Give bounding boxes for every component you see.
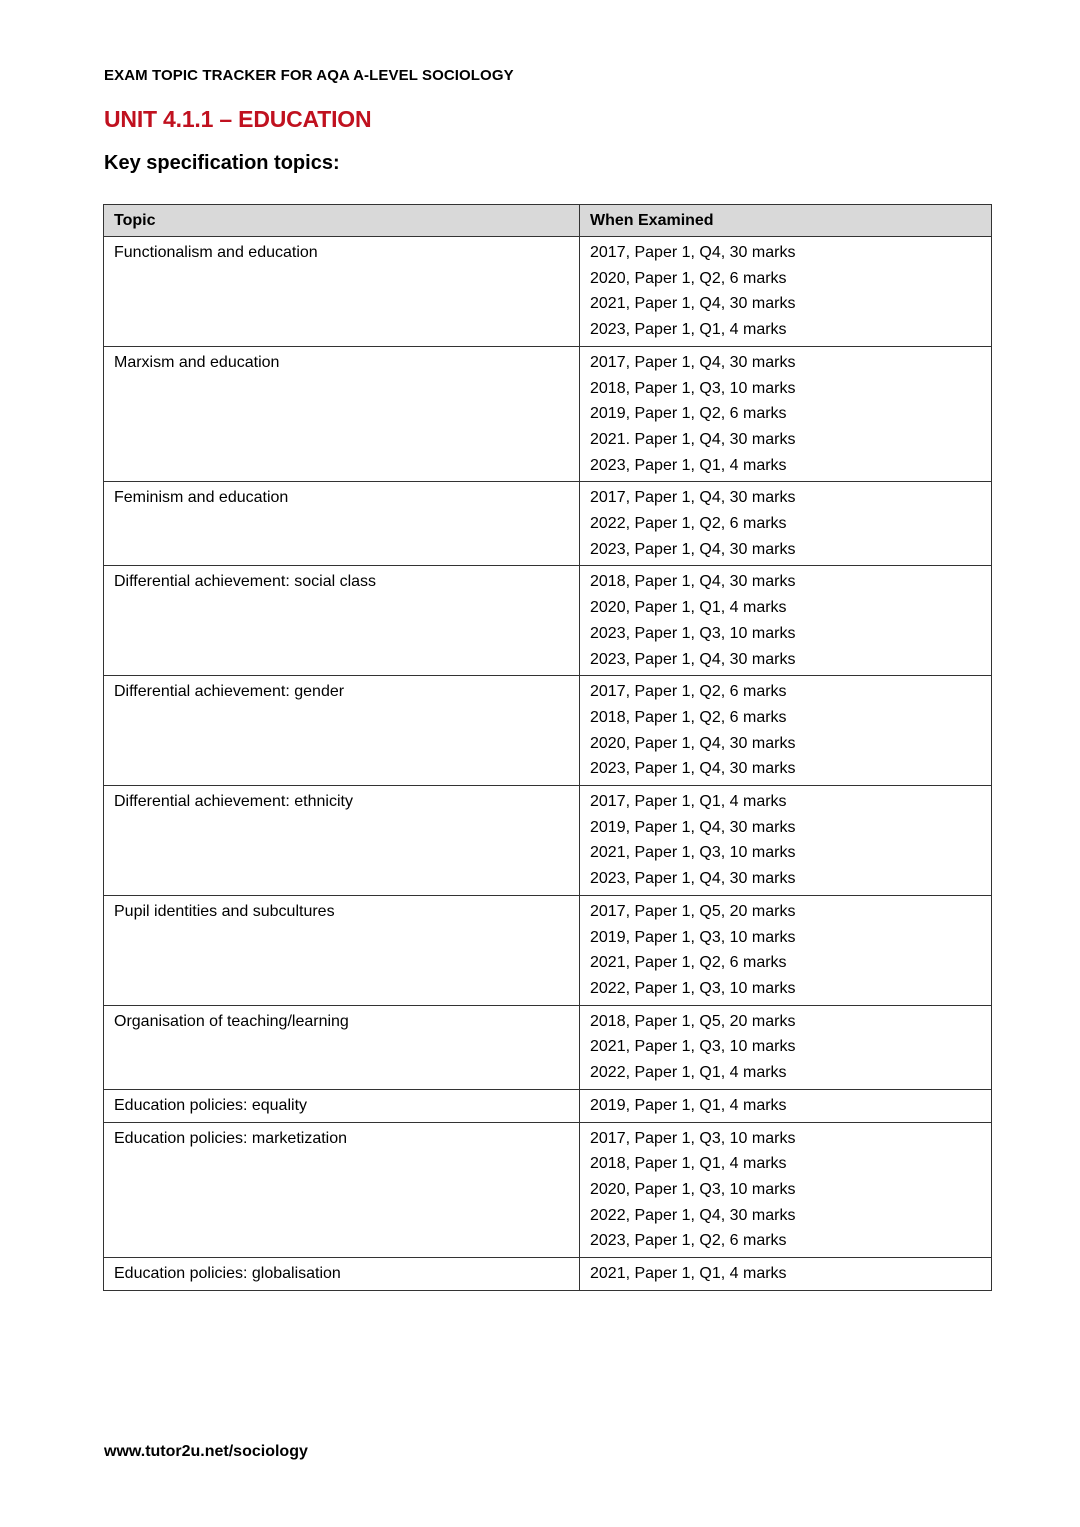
topic-label: Organisation of teaching/learning (114, 1012, 349, 1030)
table-row (104, 786, 992, 896)
topic-cell (104, 1089, 580, 1122)
topic-label: Marxism and education (114, 353, 280, 371)
exam-entry: 2020, Paper 1, Q3, 10 marks (590, 1180, 796, 1198)
topic-label: Education policies: equality (114, 1096, 308, 1114)
exam-entry: 2021, Paper 1, Q3, 10 marks (590, 844, 796, 862)
document-header: EXAM TOPIC TRACKER FOR AQA A-LEVEL SOCIOLOGY (104, 67, 514, 84)
table-row (104, 482, 992, 566)
exam-entry: 2022, Paper 1, Q1, 4 marks (590, 1064, 787, 1082)
exam-entry: 2020, Paper 1, Q1, 4 marks (590, 599, 787, 617)
when-examined-cell (580, 895, 992, 1005)
exam-entry: 2017, Paper 1, Q4, 30 marks (590, 353, 796, 371)
exam-entry: 2021, Paper 1, Q1, 4 marks (590, 1265, 787, 1283)
topic-label: Differential achievement: gender (114, 683, 345, 701)
topic-cell (104, 566, 580, 676)
exam-entry: 2019, Paper 1, Q3, 10 marks (590, 928, 796, 946)
exam-entry: 2017, Paper 1, Q1, 4 marks (590, 793, 787, 811)
topic-cell (104, 676, 580, 786)
exam-entry: 2018, Paper 1, Q1, 4 marks (590, 1155, 787, 1173)
table-row (104, 676, 992, 786)
exam-entry: 2022, Paper 1, Q3, 10 marks (590, 979, 796, 997)
topic-tracker-table (103, 204, 992, 1291)
when-examined-cell (580, 482, 992, 566)
footer-url: www.tutor2u.net/sociology (104, 1443, 308, 1460)
column-header-when-examined: When Examined (580, 205, 992, 237)
exam-entry: 2021. Paper 1, Q4, 30 marks (590, 430, 796, 448)
exam-entry: 2023, Paper 1, Q1, 4 marks (590, 456, 787, 474)
topic-label: Feminism and education (114, 489, 289, 507)
when-examined-cell (580, 237, 992, 347)
topic-label: Differential achievement: social class (114, 573, 377, 591)
exam-entry: 2021, Paper 1, Q2, 6 marks (590, 954, 787, 972)
exam-entry: 2019, Paper 1, Q1, 4 marks (590, 1096, 787, 1114)
table-row (104, 1258, 992, 1291)
table-row (104, 1122, 992, 1258)
exam-entry: 2018, Paper 1, Q5, 20 marks (590, 1012, 796, 1030)
table-row (104, 1089, 992, 1122)
exam-entry: 2018, Paper 1, Q3, 10 marks (590, 379, 796, 397)
when-examined-cell (580, 1258, 992, 1291)
exam-entry: 2023, Paper 1, Q4, 30 marks (590, 540, 796, 558)
topic-cell (104, 786, 580, 896)
when-examined-cell (580, 786, 992, 896)
topic-cell (104, 237, 580, 347)
when-examined-cell (580, 1005, 992, 1089)
table-row (104, 566, 992, 676)
exam-entry: 2017, Paper 1, Q4, 30 marks (590, 489, 796, 507)
exam-entry: 2020, Paper 1, Q2, 6 marks (590, 269, 787, 287)
topic-cell (104, 482, 580, 566)
exam-entry: 2023, Paper 1, Q4, 30 marks (590, 760, 796, 778)
exam-entry: 2017, Paper 1, Q4, 30 marks (590, 244, 796, 261)
section-subheading: Key specification topics: (104, 152, 340, 174)
topic-label: Differential achievement: ethnicity (114, 793, 353, 811)
exam-entry: 2022, Paper 1, Q4, 30 marks (590, 1206, 796, 1224)
exam-entry: 2021, Paper 1, Q4, 30 marks (590, 295, 796, 313)
unit-title: UNIT 4.1.1 – EDUCATION (104, 106, 372, 132)
exam-entry: 2021, Paper 1, Q3, 10 marks (590, 1038, 796, 1056)
topic-label: Education policies: marketization (114, 1129, 348, 1147)
topic-label: Education policies: globalisation (114, 1265, 341, 1283)
topic-cell (104, 1005, 580, 1089)
exam-entry: 2020, Paper 1, Q4, 30 marks (590, 734, 796, 752)
table-row (104, 237, 992, 347)
exam-entry: 2023, Paper 1, Q4, 30 marks (590, 870, 796, 888)
topic-cell (104, 1122, 580, 1258)
exam-entry: 2017, Paper 1, Q2, 6 marks (590, 683, 787, 701)
topic-label: Functionalism and education (114, 244, 318, 261)
exam-entry: 2019, Paper 1, Q2, 6 marks (590, 405, 787, 423)
exam-entry: 2022, Paper 1, Q2, 6 marks (590, 515, 787, 533)
when-examined-cell (580, 676, 992, 786)
exam-entry: 2018, Paper 1, Q2, 6 marks (590, 708, 787, 726)
exam-entry: 2018, Paper 1, Q4, 30 marks (590, 573, 796, 591)
topic-cell (104, 346, 580, 482)
table-row (104, 346, 992, 482)
exam-entry: 2017, Paper 1, Q3, 10 marks (590, 1129, 796, 1147)
table-row (104, 895, 992, 1005)
table-header-row (104, 205, 992, 237)
exam-entry: 2023, Paper 1, Q2, 6 marks (590, 1232, 787, 1250)
exam-entry: 2023, Paper 1, Q1, 4 marks (590, 321, 787, 339)
when-examined-cell (580, 1089, 992, 1122)
table-row (104, 1005, 992, 1089)
topic-label: Pupil identities and subcultures (114, 902, 335, 920)
exam-entry: 2023, Paper 1, Q4, 30 marks (590, 650, 796, 668)
when-examined-cell (580, 1122, 992, 1258)
when-examined-cell (580, 346, 992, 482)
table-body (104, 237, 992, 1291)
topic-cell (104, 1258, 580, 1291)
exam-entry: 2017, Paper 1, Q5, 20 marks (590, 902, 796, 920)
exam-entry: 2023, Paper 1, Q3, 10 marks (590, 624, 796, 642)
topic-cell (104, 895, 580, 1005)
exam-entry: 2019, Paper 1, Q4, 30 marks (590, 818, 796, 836)
column-header-topic: Topic (104, 205, 580, 237)
when-examined-cell (580, 566, 992, 676)
